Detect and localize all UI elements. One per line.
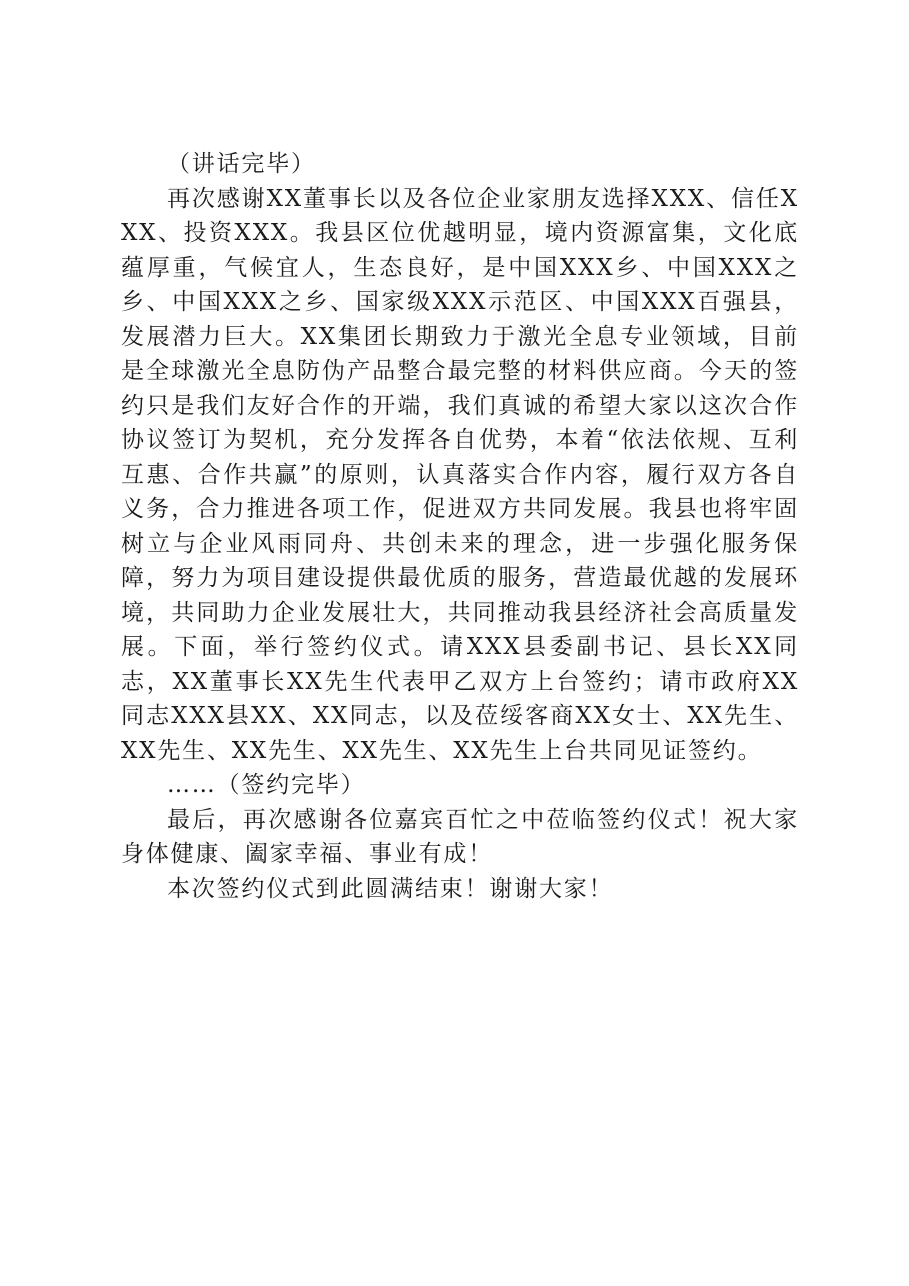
document-body [121, 147, 799, 906]
paragraph-signing-end: ……（签约完毕） [167, 772, 366, 798]
paragraph-main-remarks: 再次感谢XX董事长以及各位企业家朋友选择XXX、信任XXX、投资XXX。我县区位优越明显，境内资源富集，文化底蕴厚重，气候宜人，生态良好，是中国XXX乡、中国XXX之乡、中国XXX之乡、国家级XXX示范区、中国XXX百强县，发展潜力巨大。XX集团长期致力于激光全息专业领域，目前是全球激光全息防伪产品整合最完整的材料供应商。今天的签约只是我们友好合作的开端，我们真诚的希望大家以这次合作协议签订为契机，充分发挥各自优势，本着“依法依规、互利互惠、合作共赢”的原则，认真落实合作内容，履行双方各自义务，合力推进各项工作，促进双方共同发展。我县也将牢固树立与企业风雨同舟、共创未来的理念，进一步强化服务保障，努力为项目建设提供最优质的服务，营造最优越的发展环境，共同助力企业发展壮大，共同推动我县经济社会高质量发展。下面，举行签约仪式。请XXX县委副书记、县长XX同志，XX董事长XX先生代表甲乙双方上台签约；请市政府XX同志XXX县XX、XX同志，以及莅绥客商XX女士、XX先生、XX先生、XX先生、XX先生、XX先生上台共同见证签约。 [121, 185, 799, 764]
paragraph-ceremony-end: 本次签约仪式到此圆满结束！谢谢大家！ [167, 875, 614, 902]
paragraph-closing-thanks: 最后，再次感谢各位嘉宾百忙之中莅临签约仪式！祝大家身体健康、阖家幸福、事业有成！ [121, 806, 799, 867]
paragraph-speech-end: （讲话完毕） [167, 151, 316, 177]
